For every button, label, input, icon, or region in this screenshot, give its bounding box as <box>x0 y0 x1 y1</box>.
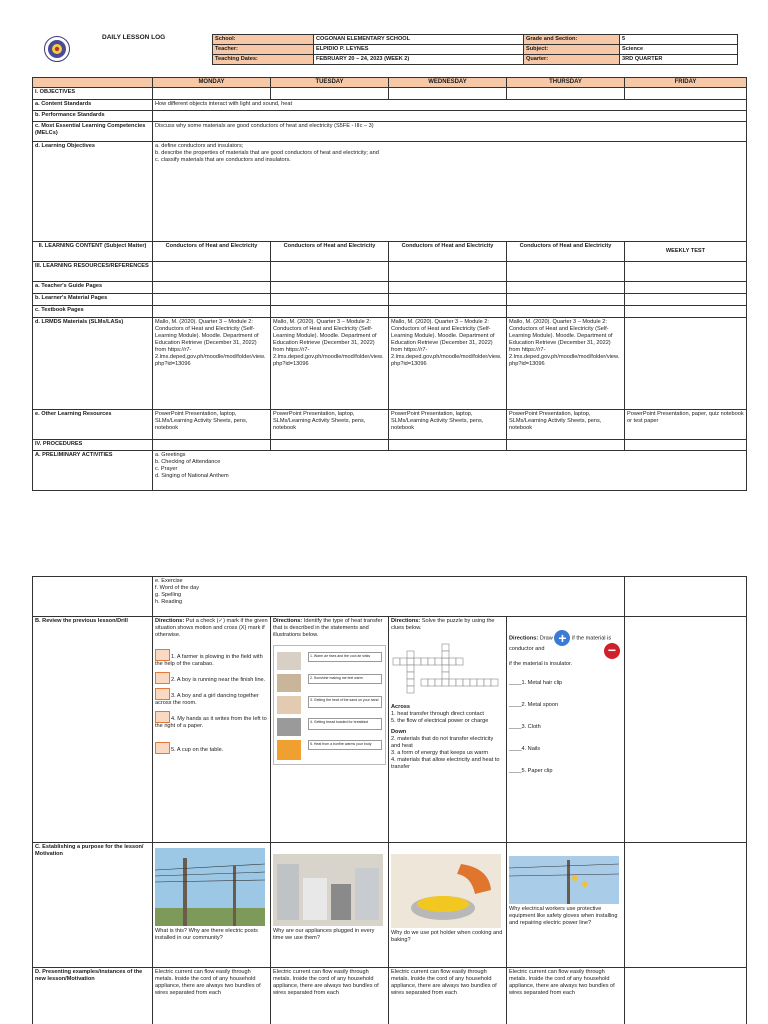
review-mon-item-5: 5. A cup on the table. <box>155 742 268 754</box>
statement-2: 2. Sunshine making me feel warm <box>308 674 382 684</box>
review-tue-directions: Identify the type of heat transfer that is described in the statements and illustrations below. <box>273 618 383 638</box>
presenting-monday: Electric current can flow easily through metals. Inside the cord of any household appliance, there are always two bundles of wires separated from each <box>153 968 271 1024</box>
log-title: DAILY LESSON LOG <box>102 34 166 41</box>
presenting-wednesday: Electric current can flow easily through metals. Inside the cord of any household appliance, there are always two bundles of wires separated from each <box>389 968 507 1024</box>
topic-tuesday: Conductors of Heat and Electricity <box>271 242 389 262</box>
checkbox-5[interactable] <box>155 742 170 754</box>
thu-item-5: ____5. Paper clip <box>509 768 553 774</box>
school-label: School: <box>213 35 314 45</box>
learning-objectives-label: d. Learning Objectives <box>33 142 153 242</box>
dates-value: FEBRUARY 20 – 24, 2023 (WEEK 2) <box>314 55 524 65</box>
hand-sand-picture <box>277 696 301 714</box>
review-thursday <box>507 617 625 843</box>
review-thu-directions-c: if the material is insulator. <box>509 661 573 667</box>
day-thursday: THURSDAY <box>507 78 625 88</box>
lm-pages-label: b. Learner's Material Pages <box>33 294 153 306</box>
tg-pages-label: a. Teacher's Guide Pages <box>33 282 153 294</box>
preliminary-label: A. PRELIMINARY ACTIVITIES <box>33 451 153 491</box>
hot-air-balloon-picture <box>277 652 301 670</box>
grade-label: Grade and Section: <box>524 35 620 45</box>
preliminary-text-page2: e. Exercise f. Word of the day g. Spelling h. Reading <box>153 577 625 617</box>
purpose-label: C. Establishing a purpose for the lesson/ Motivation <box>33 843 153 968</box>
review-tue-directions-label: Directions: <box>273 618 303 624</box>
crossword-puzzle <box>391 642 501 700</box>
presenting-thursday: Electric current can flow easily through metals. Inside the cord of any household appliance, there are always two bundles of wires separated from each <box>507 968 625 1024</box>
presenting-label: D. Presenting examples/instances of the new lesson/Motivation <box>33 968 153 1024</box>
review-monday <box>153 617 271 843</box>
procedures-label: IV. PROCEDURES <box>33 440 153 451</box>
learning-resources-label: III. LEARNING RESOURCES/REFERENCES <box>33 262 153 282</box>
header-info-table <box>212 34 738 65</box>
presenting-tuesday: Electric current can flow easily through metals. Inside the cord of any household appliance, there are always two bundles of wires separated from each <box>271 968 389 1024</box>
review-thu-directions-a: Draw <box>539 635 553 642</box>
checkbox-1[interactable] <box>155 649 170 661</box>
subject-label: Subject: <box>524 45 620 55</box>
teacher-row <box>213 45 738 55</box>
day-monday: MONDAY <box>153 78 271 88</box>
thu-item-1: ____1. Metal hair clip <box>509 680 563 686</box>
melcs-text: Discuss why some materials are good conductors of heat and electricity (S5FE - IIIc – 3) <box>153 122 747 142</box>
lrmds-monday: Mallo, M. (2020). Quarter 3 – Module 2: Conductors of Heat and Electricity (Self-Learning Module). Moodle. Department of Education Retrieve (December 31, 2022) from https://r7-2.lms.deped.gov.ph/moodle/mod/folder/view.php?id=13096 <box>153 318 271 410</box>
pot-holder-photo <box>391 854 501 928</box>
motivation-tuesday-text: Why are our appliances plugged in every time we use them? <box>273 928 375 941</box>
corner-cell <box>33 78 153 88</box>
teacher-value: ELPIDIO P. LEYNES <box>314 45 524 55</box>
motivation-tuesday <box>271 843 389 968</box>
across-label: Across <box>391 704 410 710</box>
minus-circle-icon: − <box>604 643 620 659</box>
content-standards-text: How different objects interact with light and sound, heat <box>153 100 747 111</box>
checkbox-4[interactable] <box>155 711 170 723</box>
thu-item-4: ____4. Nails <box>509 746 541 752</box>
content-standards-label: a. Content Standards <box>33 100 153 111</box>
quarter-label: Quarter: <box>524 55 620 65</box>
bonfire-picture <box>277 740 301 760</box>
electrical-workers-photo <box>509 856 619 904</box>
review-thu-directions-label: Directions: <box>509 635 539 642</box>
grade-value: 5 <box>620 35 738 45</box>
quarter-value: 3RD QUARTER <box>620 55 738 65</box>
lesson-log-table-page1 <box>32 77 747 491</box>
toaster-picture <box>277 718 301 736</box>
learning-objectives-text: a. define conductors and insulators; b. describe the properties of materials that are good conductors of heat and electricity; and c. classify materials that are conductors and insulators. <box>153 142 747 242</box>
lrmds-tuesday: Mallo, M. (2020). Quarter 3 – Module 2: Conductors of Heat and Electricity (Self-Learning Module). Moodle. Department of Education Retrieve (December 31, 2022) from https://r7-2.lms.deped.gov.ph/moodle/mod/folder/view.php?id=13096 <box>271 318 389 410</box>
school-value: COGONAN ELEMENTARY SCHOOL <box>314 35 524 45</box>
motivation-monday-text: What is this? Why are there electric posts installed in our community? <box>155 928 258 941</box>
across-clues: 1. heat transfer through direct contact 5. the flow of electrical power or charge <box>391 711 489 724</box>
down-label: Down <box>391 729 407 735</box>
motivation-monday <box>153 843 271 968</box>
day-friday: FRIDAY <box>625 78 747 88</box>
plus-circle-icon: + <box>554 630 570 646</box>
statement-5: 5. Heat from a bonfire warms your body <box>308 740 382 750</box>
review-thu-directions-b: if the material is conductor and <box>509 635 612 652</box>
checkbox-3[interactable] <box>155 688 170 700</box>
checkbox-2[interactable] <box>155 672 170 684</box>
down-clues: 2. materials that do not transfer electricity and heat 3. a form of energy that keeps us warm 4. materials that allow electricity and heat to transfer <box>391 736 500 770</box>
motivation-thursday-text: Why electrical workers use protective equipment like safety gloves when installing and repairing electric power line? <box>509 906 618 926</box>
electric-posts-photo <box>155 848 265 926</box>
thu-item-2: ____2. Metal spoon <box>509 702 559 708</box>
motivation-wednesday <box>389 843 507 968</box>
sun-beach-picture <box>277 674 301 692</box>
motivation-wednesday-text: Why do we use pot holder when cooking and baking? <box>391 930 503 943</box>
day-tuesday: TUESDAY <box>271 78 389 88</box>
lesson-log-table-page2 <box>32 576 747 1024</box>
review-mon-item-1: 1. A farmer is plowing in the field with the help of the carabao. <box>155 649 268 668</box>
melcs-label: c. Most Essential Learning Competencies (MELCs) <box>33 122 153 142</box>
statement-3: 3. Getting the heat of the sand on your hand <box>308 696 382 708</box>
statement-1: 1. Warm air rises and the cool air sinks <box>308 652 382 662</box>
performance-standards-label: b. Performance Standards <box>33 111 153 122</box>
review-wed-directions-label: Directions: <box>391 618 421 624</box>
day-header-row <box>33 78 747 88</box>
other-resources-tuesday: PowerPoint Presentation, laptop, SLMs/Learning Activity Sheets, pens, notebook <box>271 410 389 440</box>
review-mon-directions: Put a check (✓) mark if the given situation shows motion and cross (X) mark if otherwise. <box>155 618 268 638</box>
review-mon-item-2: 2. A boy is running near the finish line. <box>155 672 268 684</box>
weekly-test-label: WEEKLY TEST <box>625 242 747 262</box>
dates-row <box>213 55 738 65</box>
review-tuesday <box>271 617 389 843</box>
review-mon-item-3: 3. A boy and a girl dancing together across the room. <box>155 688 268 707</box>
dates-label: Teaching Dates: <box>213 55 314 65</box>
lrmds-label: d. LRMDS Materials (SLMs/LASs) <box>33 318 153 410</box>
subject-value: Science <box>620 45 738 55</box>
thu-item-3: ____3. Cloth <box>509 724 541 730</box>
deped-seal-logo <box>44 36 70 62</box>
review-label: B. Review the previous lesson/Drill <box>33 617 153 843</box>
review-mon-item-4: 4. My hands as it writes from the left to the right of a paper. <box>155 711 268 730</box>
statement-4: 4. Getting bread toasted for breakfast <box>308 718 382 730</box>
lrmds-thursday: Mallo, M. (2020). Quarter 3 – Module 2: Conductors of Heat and Electricity (Self-Learning Module). Moodle. Department of Education Retrieve (December 31, 2022) from https://r7-2.lms.deped.gov.ph/moodle/mod/folder/view.php?id=13096 <box>507 318 625 410</box>
other-resources-friday: PowerPoint Presentation, paper, quiz notebook or test paper <box>625 410 747 440</box>
review-wed-directions: Solve the puzzle by using the clues below. <box>391 618 495 631</box>
learning-content-label: II. LEARNING CONTENT (Subject Matter) <box>33 242 153 262</box>
home-appliances-photo <box>273 854 383 926</box>
other-resources-monday: PowerPoint Presentation, laptop, SLMs/Learning Activity Sheets, pens, notebook <box>153 410 271 440</box>
review-wednesday <box>389 617 507 843</box>
other-resources-label: e. Other Learning Resources <box>33 410 153 440</box>
preliminary-text-page1: a. Greetings b. Checking of Attendance c. Prayer d. Singing of National Anthem <box>153 451 747 491</box>
teacher-label: Teacher: <box>213 45 314 55</box>
topic-thursday: Conductors of Heat and Electricity <box>507 242 625 262</box>
topic-monday: Conductors of Heat and Electricity <box>153 242 271 262</box>
lrmds-wednesday: Mallo, M. (2020). Quarter 3 – Module 2: Conductors of Heat and Electricity (Self-Learning Module). Moodle. Department of Education Retrieve (December 31, 2022) from https://r7-2.lms.deped.gov.ph/moodle/mod/folder/view.php?id=13096 <box>389 318 507 410</box>
other-resources-wednesday: PowerPoint Presentation, laptop, SLMs/Learning Activity Sheets, pens, notebook <box>389 410 507 440</box>
objectives-label: I. OBJECTIVES <box>33 88 153 100</box>
textbook-pages-label: c. Textbook Pages <box>33 306 153 318</box>
review-mon-directions-label: Directions: <box>155 618 185 624</box>
motivation-thursday <box>507 843 625 968</box>
school-row <box>213 35 738 45</box>
heat-transfer-worksheet <box>273 645 386 765</box>
topic-wednesday: Conductors of Heat and Electricity <box>389 242 507 262</box>
day-wednesday: WEDNESDAY <box>389 78 507 88</box>
other-resources-thursday: PowerPoint Presentation, laptop, SLMs/Learning Activity Sheets, pens, notebook <box>507 410 625 440</box>
